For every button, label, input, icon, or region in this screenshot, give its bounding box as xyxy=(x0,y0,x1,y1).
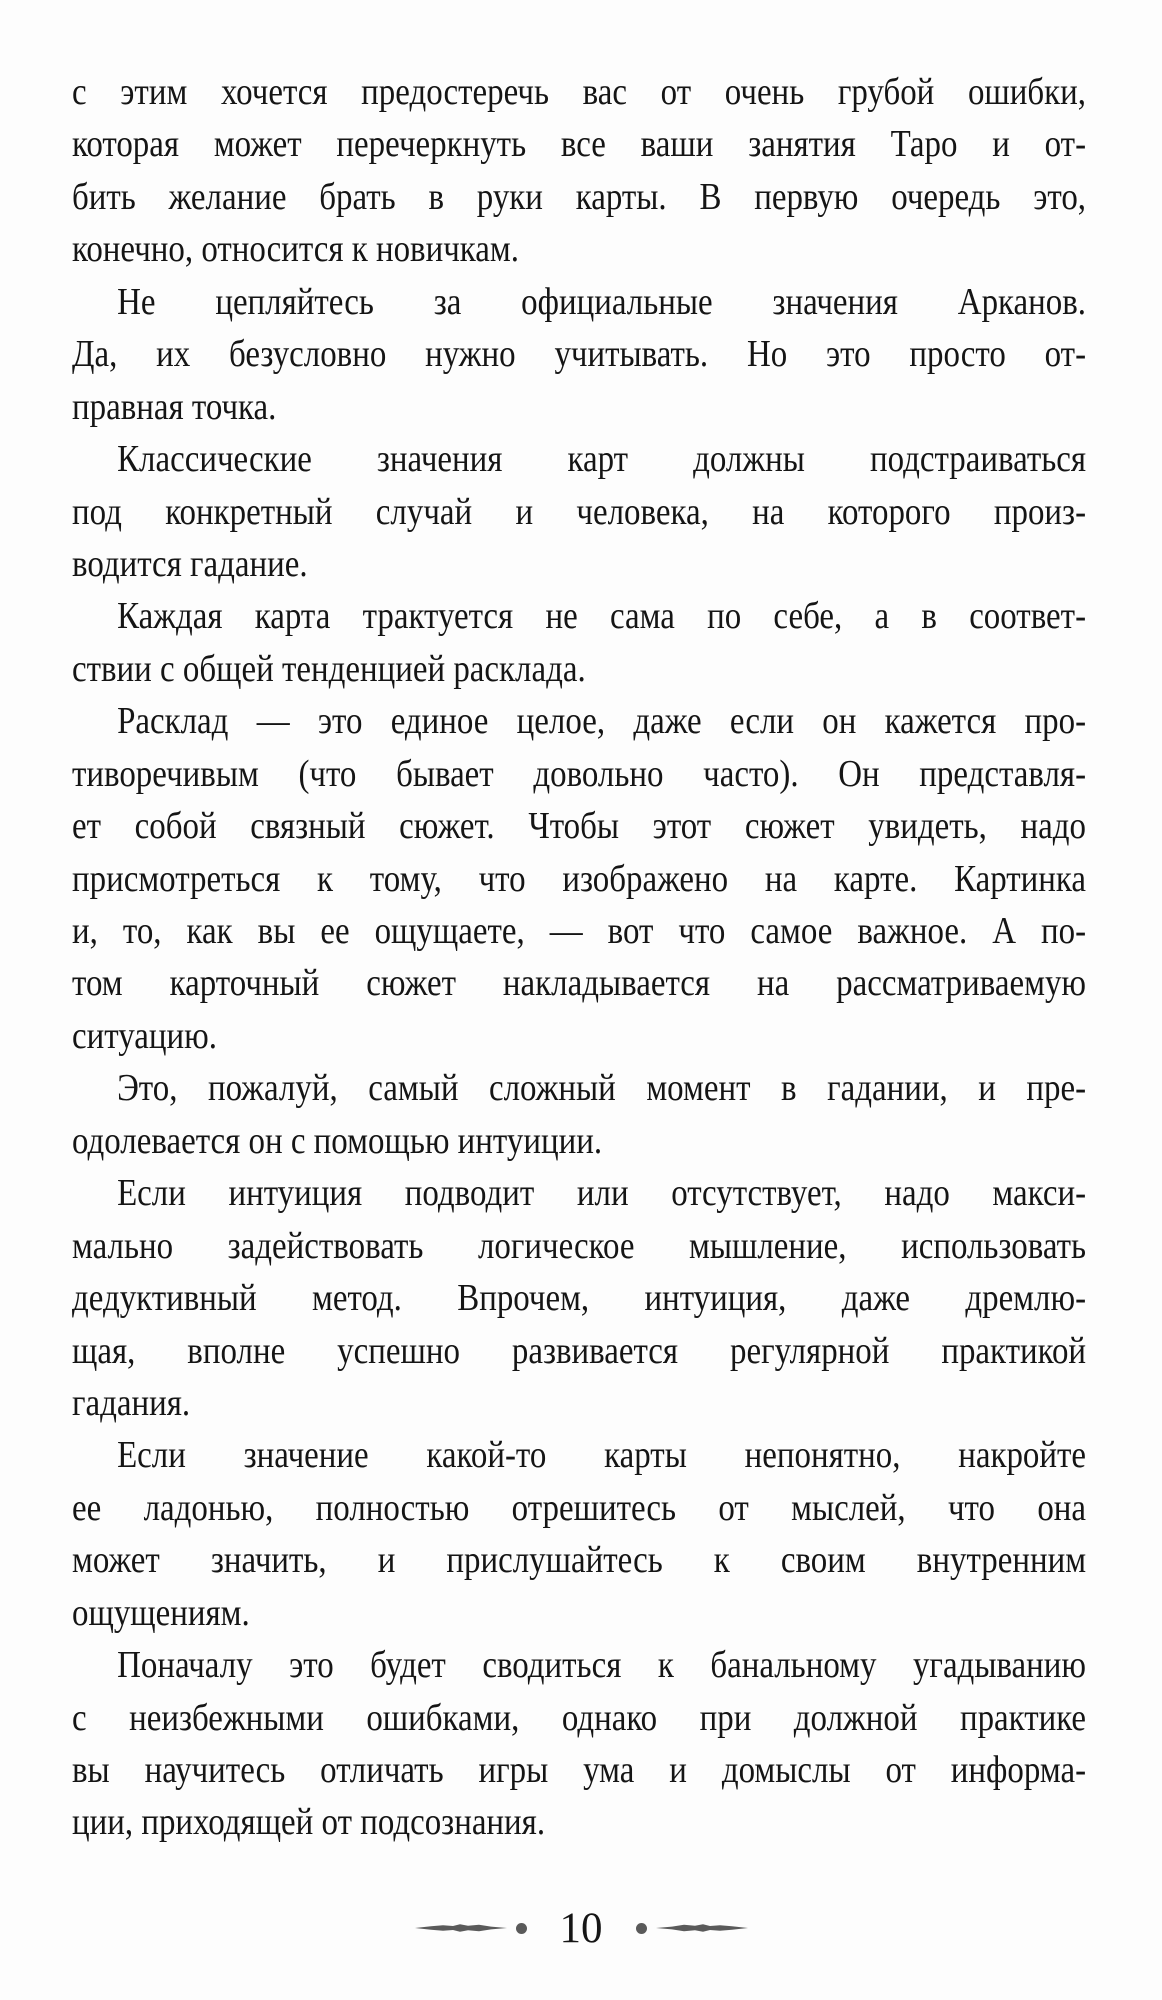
text-line: тиворечивым (что бывает довольно часто). Он представля- xyxy=(72,752,1087,795)
text-line: ет собой связный сюжет. Чтобы этот сюжет увидеть, надо xyxy=(72,805,1087,848)
text-line: мально задействовать логическое мышление, использовать xyxy=(72,1224,1087,1267)
text-line: Расклад — это единое целое, даже если он кажется про- xyxy=(117,700,1087,743)
bullet-dot-left-icon xyxy=(516,1923,527,1934)
text-line: правная точка. xyxy=(72,385,277,428)
text-line: гадания. xyxy=(72,1381,191,1424)
page-footer xyxy=(0,1898,1162,1958)
spindle-rule-left-icon xyxy=(415,1922,507,1934)
text-line: под конкретный случай и человека, на которого произ- xyxy=(72,490,1087,533)
text-line: водится гадание. xyxy=(72,542,308,585)
spindle-rule-right-icon xyxy=(656,1922,748,1934)
page-number: 10 xyxy=(559,1904,603,1952)
text-line: щая, вполне успешно развивается регулярной практикой xyxy=(72,1329,1087,1372)
text-line: Каждая карта трактуется не сама по себе, а в соответ- xyxy=(117,595,1087,638)
text-line: конечно, относится к новичкам. xyxy=(72,228,519,271)
text-line: может значить, и прислушайтесь к своим внутренним xyxy=(72,1539,1087,1582)
text-line: с неизбежными ошибками, однако при должной практике xyxy=(72,1696,1087,1739)
text-line: Поначалу это будет сводиться к банальному угадыванию xyxy=(117,1644,1087,1687)
text-line: Если интуиция подводит или отсутствует, надо макси- xyxy=(117,1172,1087,1215)
text-line: Классические значения карт должны подстраиваться xyxy=(117,438,1087,481)
text-line: ствии с общей тенденцией расклада. xyxy=(72,647,586,690)
text-line: вы научитесь отличать игры ума и домыслы от информа- xyxy=(72,1749,1087,1791)
text-line: Если значение какой-то карты непонятно, накройте xyxy=(117,1434,1087,1477)
page-text-block xyxy=(72,66,1086,1849)
text-line: Да, их безусловно нужно учитывать. Но это просто от- xyxy=(72,333,1087,376)
text-line: которая может перечеркнуть все ваши занятия Таро и от- xyxy=(72,123,1087,166)
text-line: ситуацию. xyxy=(72,1014,217,1057)
bullet-dot-right-icon xyxy=(636,1923,647,1934)
text-line: бить желание брать в руки карты. В первую очередь это, xyxy=(72,175,1087,218)
text-line: присмотреться к тому, что изображено на карте. Картинка xyxy=(72,857,1087,900)
text-line: и, то, как вы ее ощущаете, — вот что самое важное. А по- xyxy=(72,910,1087,952)
text-line: с этим хочется предостеречь вас от очень грубой ошибки, xyxy=(72,71,1087,113)
text-line: ее ладонью, полностью отрешитесь от мыслей, что она xyxy=(72,1486,1087,1529)
text-line: Не цепляйтесь за официальные значения Арканов. xyxy=(117,280,1087,323)
text-line: одолевается он с помощью интуиции. xyxy=(72,1119,603,1162)
text-line: ощущениям. xyxy=(72,1591,250,1634)
text-line: Это, пожалуй, самый сложный момент в гадании, и пре- xyxy=(117,1067,1087,1110)
text-line: том карточный сюжет накладывается на рассматриваемую xyxy=(72,962,1087,1005)
text-line: дедуктивный метод. Впрочем, интуиция, даже дремлю- xyxy=(72,1277,1087,1320)
text-line: ции, приходящей от подсознания. xyxy=(72,1801,546,1844)
